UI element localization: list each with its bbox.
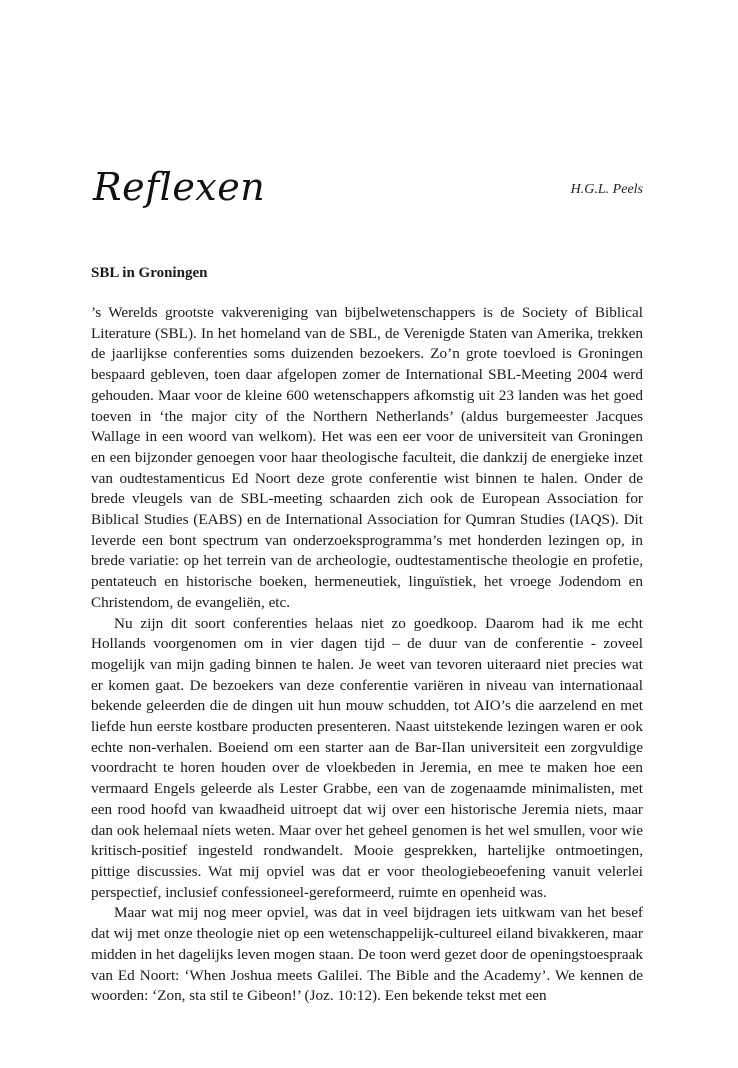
paragraph: Maar wat mij nog meer opviel, was dat in veel bijdragen iets uitkwam van het besef dat wij met onze theologie niet op een wetenschappelijk-cultureel eiland bivakkeren, maar midden in het dagelijks leven mogen staan. De toon werd gezet door de openingstoespraak van Ed Noort: ‘When Joshua meets Galilei. The Bible and the Academy’. We kennen de woorden: ‘Zon, sta stil te Gibeon!’ (Joz. 10:12). Een bekende tekst met een xyxy=(91,904,643,1005)
author-name: H.G.L. Peels xyxy=(570,182,643,197)
document-page xyxy=(91,0,643,1068)
paragraph: ’s Werelds grootste vakvereniging van bijbelwetenschappers is de Society of Biblical Literature (SBL). In het homeland van de SBL, de Verenigde Staten van Amerika, trekken de jaarlijkse conferenties soms duizenden bezoekers. Zo’n grote toevloed is Groningen bespaard gebleven, toen daar afgelopen zomer de International SBL-Meeting 2004 werd gehouden. Maar voor de kleine 600 wetenschappers afkomstig uit 23 landen was het goed toeven in ‘the major city of the Northern Netherlands’ (aldus burgemeester Jacques Wallage in een woord van welkom). Het was een eer voor de universiteit van Groningen en een bijzonder genoegen voor haar theologische faculteit, die dankzij de energieke inzet van oudtestamenticus Ed Noort deze grote conferentie wist binnen te halen. Onder de brede vleugels van de SBL-meeting schaarden zich ook de European Association for Biblical Studies (EABS) en de International Association for Qumran Studies (IAQS). Dit leverde een bont spectrum van onderzoeksprogramma’s met honderden lezingen op, in brede variatie: op het terrein van de archeologie, oudtestamentische theologie en profetie, pentateuch en historische boeken, hermeneutiek, linguïstiek, het vroege Jodendom en Christendom, de evangeliën, etc. xyxy=(91,304,643,611)
section-heading: SBL in Groningen xyxy=(91,265,208,281)
article-body xyxy=(91,303,643,1007)
article-header xyxy=(91,160,643,220)
article-title: Reflexen xyxy=(93,165,266,209)
paragraph: Nu zijn dit soort conferenties helaas niet zo goedkoop. Daarom had ik me echt Hollands voorgenomen om in vier dagen tijd – de duur van de conferentie - zoveel mogelijk van mijn gading binnen te halen. Je weet van tevoren uiteraard niet precies wat er komen gaat. De bezoekers van deze conferentie variëren in niveau van internationaal bekende geleerden die de dingen uit hun mouw schudden, tot AIO’s die aarzelend en met liefde hun eerste kostbare producten presenteren. Naast uitstekende lezingen waren er ook echte non-verhalen. Boeiend om een starter aan de Bar-Ilan universiteit een zorgvuldige voordracht te horen houden over de vloekbeden in Jeremia, en mee te maken hoe een vermaard Engels geleerde als Lester Grabbe, een van de zogenaamde minimalisten, met een rood hoofd van kwaadheid uitroept dat wij over een historische Jeremia niets, maar dan ook helemaal níets weten. Maar over het geheel genomen is het wel smullen, voor wie kritisch-positief ingesteld rondwandelt. Mooie gesprekken, hartelijke ontmoetingen, pittige discussies. Wat mij opviel was dat er voor theologiebeoefening vanuit velerlei perspectief, inclusief confessioneel-gereformeerd, ruimte en openheid was. xyxy=(91,614,643,901)
